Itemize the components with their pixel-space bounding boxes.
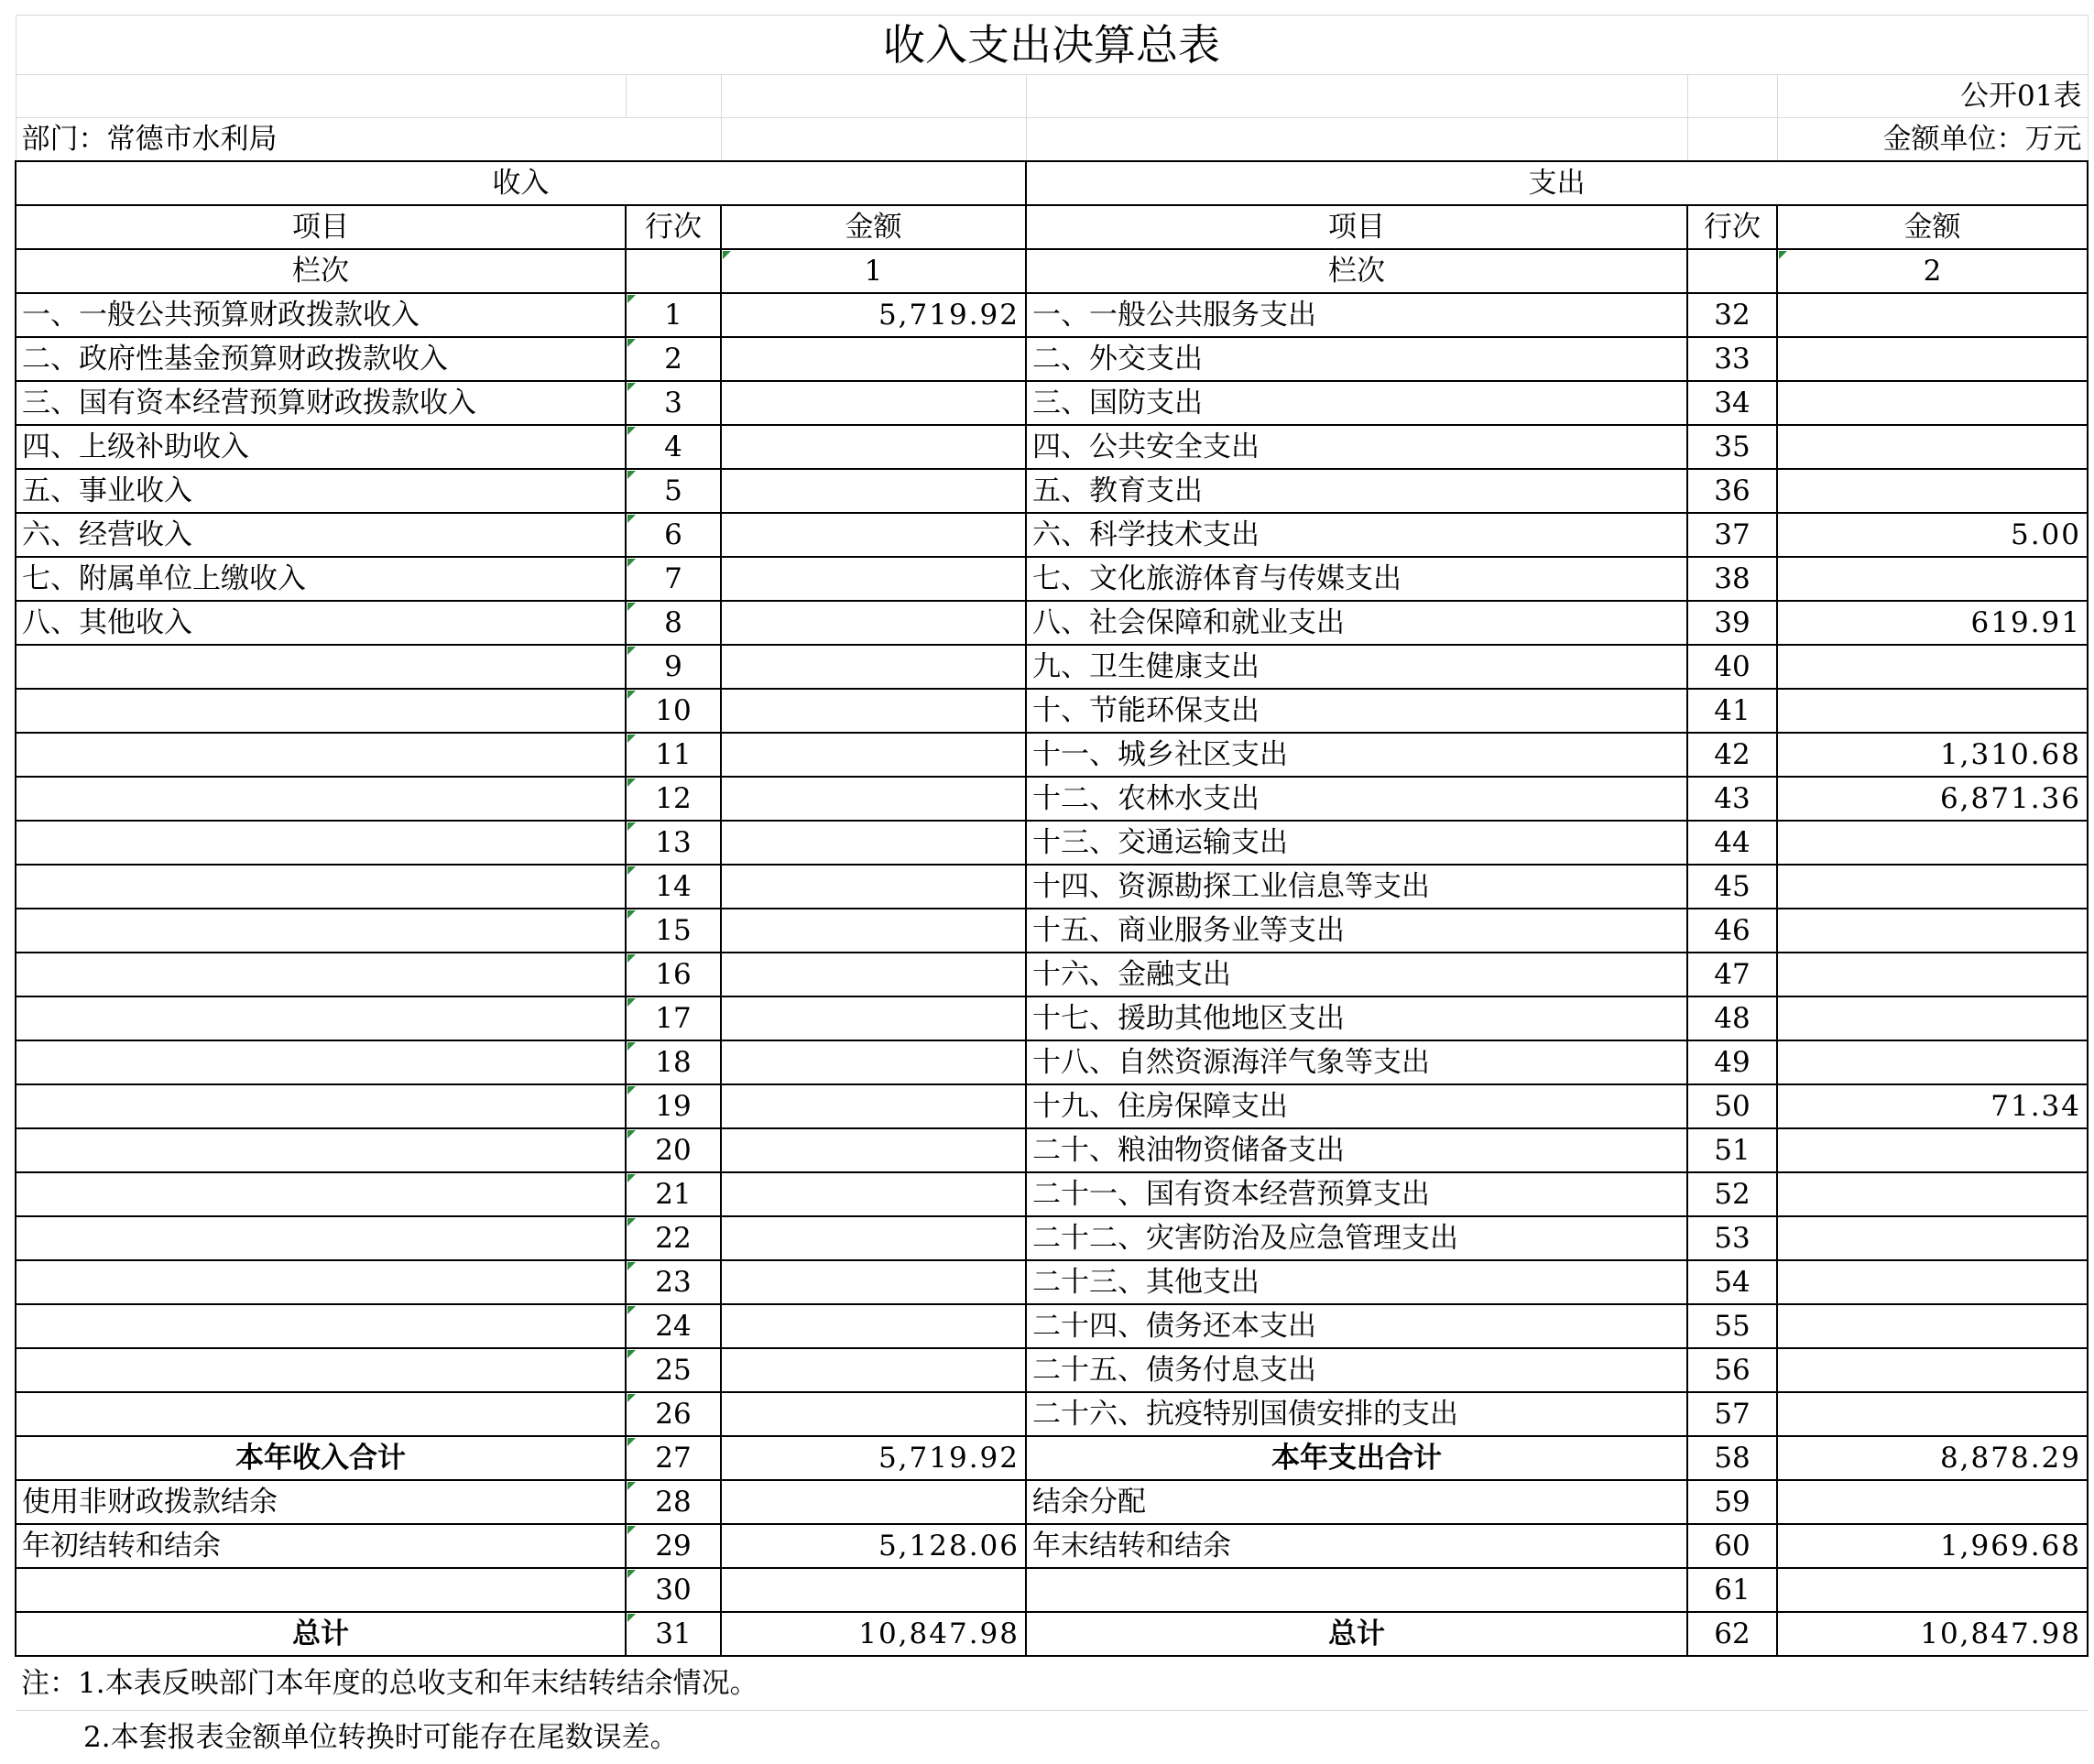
expense-amount [1777,1304,2088,1348]
expense-amount [1777,821,2088,865]
expense-item: 二十、粮油物资储备支出 [1026,1128,1687,1172]
income-item: 一、一般公共预算财政拨款收入 [16,293,626,337]
income-amount [721,1392,1026,1436]
income-amount [721,1216,1026,1260]
expense-amount [1777,645,2088,689]
cell [1687,249,1777,293]
cell[interactable] [1687,118,1777,162]
income-amount [721,689,1026,733]
expense-amount [1777,1568,2088,1612]
expense-amount: 5.00 [1777,513,2088,557]
income-row-no: 7 [626,557,721,601]
income-item [16,1040,626,1084]
expense-item: 九、卫生健康支出 [1026,645,1687,689]
income-row-no: 9 [626,645,721,689]
income-amount [721,1040,1026,1084]
income-row-no: 30 [626,1568,721,1612]
income-row-no: 23 [626,1260,721,1304]
expense-amount-header: 金额 [1777,205,2088,249]
expense-amount: 1,969.68 [1777,1524,2088,1568]
expense-amount [1777,469,2088,513]
table-row [16,1348,2088,1392]
income-amount [721,1128,1026,1172]
table-row [16,1260,2088,1304]
table-row [16,821,2088,865]
income-row-no: 8 [626,601,721,645]
expense-item: 十二、农林水支出 [1026,777,1687,821]
expense-item: 年末结转和结余 [1026,1524,1687,1568]
income-row-no: 17 [626,996,721,1040]
income-item: 五、事业收入 [16,469,626,513]
expense-row-no: 40 [1687,645,1777,689]
income-column-number: 1 [721,249,1026,293]
income-item: 六、经营收入 [16,513,626,557]
income-amount: 5,719.92 [721,293,1026,337]
expense-amount: 8,878.29 [1777,1436,2088,1480]
expense-row-no: 51 [1687,1128,1777,1172]
expense-amount: 1,310.68 [1777,733,2088,777]
expense-row-no: 56 [1687,1348,1777,1392]
expense-row-no-header: 行次 [1687,205,1777,249]
expense-amount [1777,293,2088,337]
expense-item: 五、教育支出 [1026,469,1687,513]
expense-row-no: 33 [1687,337,1777,381]
table-row [16,469,2088,513]
income-item [16,1260,626,1304]
cell[interactable] [626,75,721,118]
expense-amount [1777,1480,2088,1524]
income-item: 本年收入合计 [16,1436,626,1480]
department-label: 部门：常德市水利局 [16,118,721,162]
expense-item: 总计 [1026,1612,1687,1656]
table-row [16,425,2088,469]
income-row-no: 12 [626,777,721,821]
income-row-no: 21 [626,1172,721,1216]
expense-row-no: 53 [1687,1216,1777,1260]
expense-amount: 71.34 [1777,1084,2088,1128]
income-item: 二、政府性基金预算财政拨款收入 [16,337,626,381]
income-item [16,1216,626,1260]
income-row-no-header: 行次 [626,205,721,249]
expense-item: 七、文化旅游体育与传媒支出 [1026,557,1687,601]
expense-amount [1777,1348,2088,1392]
expense-row-no: 39 [1687,601,1777,645]
expense-row-no: 32 [1687,293,1777,337]
cell [626,249,721,293]
expense-row-no: 36 [1687,469,1777,513]
income-amount [721,513,1026,557]
income-item [16,1084,626,1128]
income-item [16,1348,626,1392]
expense-row-no: 42 [1687,733,1777,777]
table-row [16,1480,2088,1524]
expense-row-no: 44 [1687,821,1777,865]
table-row [16,953,2088,996]
income-item [16,909,626,953]
cell[interactable] [1026,118,1687,162]
cell[interactable] [721,118,1026,162]
table-row [16,1040,2088,1084]
income-row-no: 11 [626,733,721,777]
income-column-label: 栏次 [16,249,626,293]
income-row-no: 4 [626,425,721,469]
expense-amount: 10,847.98 [1777,1612,2088,1656]
expense-row-no: 48 [1687,996,1777,1040]
note-2: 2.本套报表金额单位转换时可能存在尾数误差。 [16,1711,2088,1764]
expense-item: 二十二、灾害防治及应急管理支出 [1026,1216,1687,1260]
expense-row-no: 34 [1687,381,1777,425]
table-row [16,1524,2088,1568]
expense-row-no: 55 [1687,1304,1777,1348]
note-1: 注：1.本表反映部门本年度的总收支和年末结转结余情况。 [16,1656,2088,1711]
table-row [16,733,2088,777]
income-amount [721,1568,1026,1612]
income-item-header: 项目 [16,205,626,249]
expense-item: 本年支出合计 [1026,1436,1687,1480]
table-row [16,1128,2088,1172]
expense-amount [1777,1172,2088,1216]
expense-amount [1777,953,2088,996]
table-row [16,337,2088,381]
expense-row-no: 59 [1687,1480,1777,1524]
expense-row-no: 57 [1687,1392,1777,1436]
expense-amount [1777,1040,2088,1084]
expense-item: 二十四、债务还本支出 [1026,1304,1687,1348]
income-item [16,689,626,733]
table-row [16,1612,2088,1656]
table-row [16,909,2088,953]
income-amount [721,601,1026,645]
table-row [16,601,2088,645]
income-item: 七、附属单位上缴收入 [16,557,626,601]
table-row [16,381,2088,425]
income-row-no: 3 [626,381,721,425]
table-row [16,996,2088,1040]
income-header: 收入 [16,161,1026,205]
expense-amount [1777,381,2088,425]
income-item: 四、上级补助收入 [16,425,626,469]
income-amount: 5,719.92 [721,1436,1026,1480]
income-item [16,996,626,1040]
income-item [16,777,626,821]
income-row-no: 15 [626,909,721,953]
expense-amount [1777,865,2088,909]
expense-row-no: 61 [1687,1568,1777,1612]
table-row [16,293,2088,337]
income-row-no: 31 [626,1612,721,1656]
expense-row-no: 38 [1687,557,1777,601]
expense-row-no: 47 [1687,953,1777,996]
income-amount [721,1172,1026,1216]
spreadsheet [15,15,2087,1764]
income-amount [721,557,1026,601]
income-row-no: 10 [626,689,721,733]
income-expense-table [15,15,2089,1764]
income-item [16,1568,626,1612]
expense-row-no: 62 [1687,1612,1777,1656]
income-amount [721,733,1026,777]
expense-item: 二十一、国有资本经营预算支出 [1026,1172,1687,1216]
income-row-no: 19 [626,1084,721,1128]
expense-row-no: 50 [1687,1084,1777,1128]
income-item [16,1172,626,1216]
cell[interactable] [1687,75,1777,118]
expense-item: 三、国防支出 [1026,381,1687,425]
expense-item: 二、外交支出 [1026,337,1687,381]
income-item [16,645,626,689]
expense-header: 支出 [1026,161,2088,205]
expense-item: 二十五、债务付息支出 [1026,1348,1687,1392]
income-amount [721,777,1026,821]
expense-row-no: 43 [1687,777,1777,821]
income-row-no: 20 [626,1128,721,1172]
income-row-no: 1 [626,293,721,337]
expense-amount [1777,425,2088,469]
expense-item-header: 项目 [1026,205,1687,249]
income-item [16,1392,626,1436]
income-amount [721,425,1026,469]
expense-amount [1777,996,2088,1040]
expense-item: 十七、援助其他地区支出 [1026,996,1687,1040]
table-row [16,1304,2088,1348]
income-row-no: 25 [626,1348,721,1392]
income-item: 使用非财政拨款结余 [16,1480,626,1524]
expense-row-no: 52 [1687,1172,1777,1216]
expense-item: 十三、交通运输支出 [1026,821,1687,865]
expense-amount [1777,337,2088,381]
expense-item: 十四、资源勘探工业信息等支出 [1026,865,1687,909]
table-row [16,865,2088,909]
income-item: 年初结转和结余 [16,1524,626,1568]
cell[interactable] [16,75,626,118]
income-row-no: 29 [626,1524,721,1568]
income-amount [721,1260,1026,1304]
income-row-no: 16 [626,953,721,996]
expense-amount [1777,1260,2088,1304]
income-row-no: 28 [626,1480,721,1524]
expense-row-no: 49 [1687,1040,1777,1084]
income-item [16,821,626,865]
expense-row-no: 41 [1687,689,1777,733]
table-row [16,1436,2088,1480]
income-amount [721,821,1026,865]
income-row-no: 14 [626,865,721,909]
income-amount [721,953,1026,996]
table-row [16,1216,2088,1260]
income-row-no: 22 [626,1216,721,1260]
table-row [16,1084,2088,1128]
expense-item: 十六、金融支出 [1026,953,1687,996]
table-row [16,1172,2088,1216]
income-amount [721,865,1026,909]
expense-item: 四、公共安全支出 [1026,425,1687,469]
income-item [16,1304,626,1348]
unit-label: 金额单位：万元 [1777,118,2088,162]
expense-item: 十九、住房保障支出 [1026,1084,1687,1128]
expense-item: 十五、商业服务业等支出 [1026,909,1687,953]
income-row-no: 13 [626,821,721,865]
income-row-no: 5 [626,469,721,513]
expense-item: 八、社会保障和就业支出 [1026,601,1687,645]
income-amount: 5,128.06 [721,1524,1026,1568]
income-amount [721,469,1026,513]
table-row [16,557,2088,601]
expense-item: 结余分配 [1026,1480,1687,1524]
expense-amount: 619.91 [1777,601,2088,645]
expense-column-label: 栏次 [1026,249,1687,293]
income-amount [721,909,1026,953]
income-amount: 10,847.98 [721,1612,1026,1656]
expense-amount [1777,1392,2088,1436]
income-amount [721,996,1026,1040]
expense-amount: 6,871.36 [1777,777,2088,821]
data-rows [16,293,2088,1656]
expense-item: 二十三、其他支出 [1026,1260,1687,1304]
table-row [16,1392,2088,1436]
income-item: 三、国有资本经营预算财政拨款收入 [16,381,626,425]
expense-row-no: 35 [1687,425,1777,469]
income-amount [721,1480,1026,1524]
income-item: 八、其他收入 [16,601,626,645]
table-row [16,513,2088,557]
income-amount [721,1084,1026,1128]
income-item [16,733,626,777]
income-row-no: 24 [626,1304,721,1348]
expense-amount [1777,1128,2088,1172]
cell[interactable] [1026,75,1687,118]
expense-row-no: 37 [1687,513,1777,557]
expense-amount [1777,689,2088,733]
income-amount [721,381,1026,425]
income-row-no: 26 [626,1392,721,1436]
income-row-no: 18 [626,1040,721,1084]
income-amount [721,1304,1026,1348]
expense-amount [1777,557,2088,601]
expense-item: 十八、自然资源海洋气象等支出 [1026,1040,1687,1084]
expense-item: 二十六、抗疫特别国债安排的支出 [1026,1392,1687,1436]
expense-row-no: 46 [1687,909,1777,953]
income-row-no: 27 [626,1436,721,1480]
expense-row-no: 58 [1687,1436,1777,1480]
income-item [16,865,626,909]
expense-row-no: 60 [1687,1524,1777,1568]
expense-row-no: 45 [1687,865,1777,909]
income-amount [721,1348,1026,1392]
income-amount [721,645,1026,689]
income-row-no: 6 [626,513,721,557]
income-row-no: 2 [626,337,721,381]
table-row [16,777,2088,821]
expense-amount [1777,909,2088,953]
table-row [16,1568,2088,1612]
table-row [16,689,2088,733]
income-item [16,1128,626,1172]
expense-item [1026,1568,1687,1612]
expense-row-no: 54 [1687,1260,1777,1304]
expense-amount [1777,1216,2088,1260]
income-amount [721,337,1026,381]
income-amount-header: 金额 [721,205,1026,249]
cell[interactable] [721,75,1026,118]
expense-item: 十一、城乡社区支出 [1026,733,1687,777]
table-row [16,645,2088,689]
expense-item: 一、一般公共服务支出 [1026,293,1687,337]
expense-item: 十、节能环保支出 [1026,689,1687,733]
expense-column-number: 2 [1777,249,2088,293]
page-title: 收入支出决算总表 [16,16,2088,75]
income-item: 总计 [16,1612,626,1656]
income-item [16,953,626,996]
expense-item: 六、科学技术支出 [1026,513,1687,557]
form-number: 公开01表 [1777,75,2088,118]
